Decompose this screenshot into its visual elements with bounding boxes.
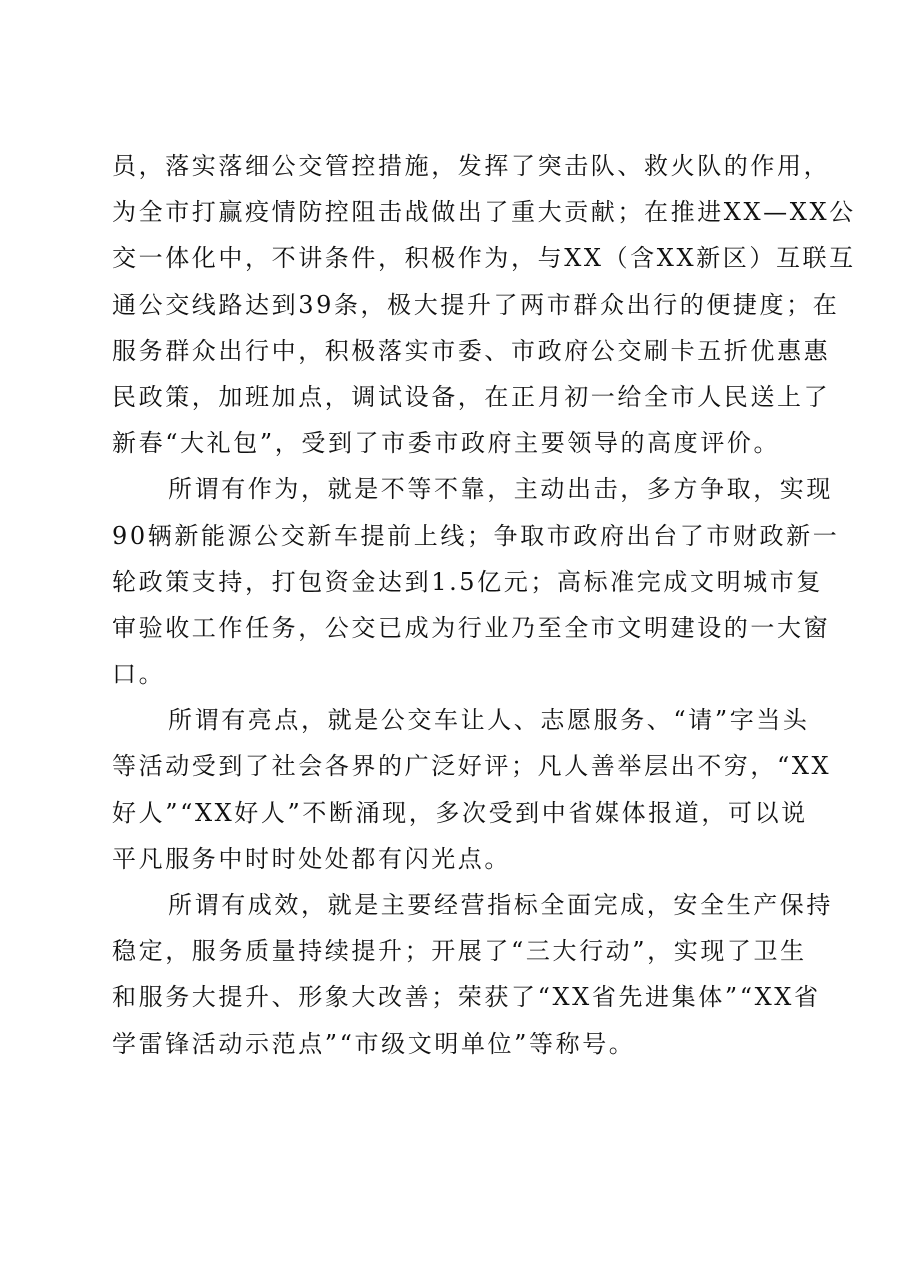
text-line: 好人”“XX好人”不断涌现，多次受到中省媒体报道，可以说	[112, 798, 808, 827]
text-line: 等活动受到了社会各界的广泛好评；凡人善举层出不穷，“XX	[112, 752, 832, 781]
document-body	[112, 143, 856, 1067]
paragraph-first-line: 所谓有成效，就是主要经营指标全面完成，安全生产保持	[168, 891, 833, 919]
text-line: 为全市打赢疫情防控阻击战做出了重大贡献；在推进XX—XX公	[112, 198, 856, 227]
text-line: 服务群众出行中，积极落实市委、市政府公交刷卡五折优惠惠	[112, 336, 831, 365]
text-line: 平凡服务中时时处处都有闪光点。	[112, 844, 511, 873]
text-line: 90辆新能源公交新车提前上线；争取市政府出台了市财政新一	[112, 521, 840, 550]
text-line: 稳定，服务质量持续提升；开展了“三大行动”，实现了卫生	[112, 937, 807, 966]
text-line: 学雷锋活动示范点”“市级文明单位”等称号。	[112, 1029, 636, 1058]
text-line: 员，落实落细公交管控措施，发挥了突击队、救火队的作用，	[112, 152, 831, 180]
text-line: 通公交线路达到39条，极大提升了两市群众出行的便捷度；在	[112, 290, 840, 319]
text-line: 轮政策支持，打包资金达到1.5亿元；高标准完成文明城市复	[112, 567, 823, 596]
text-line: 民政策，加班加点，调试设备，在正月初一给全市人民送上了	[112, 382, 831, 411]
text-line: 新春“大礼包”，受到了市委市政府主要领导的高度评价。	[112, 429, 781, 458]
text-line: 口。	[112, 660, 166, 689]
text-line: 交一体化中，不讲条件，积极作为，与XX（含XX新区）互联互	[112, 244, 856, 273]
paragraph-first-line: 所谓有作为，就是不等不靠，主动出击，多方争取，实现	[168, 475, 833, 504]
paragraph-first-line: 所谓有亮点，就是公交车让人、志愿服务、“请”字当头	[168, 706, 810, 735]
text-line: 和服务大提升、形象大改善；荣获了“XX省先进集体”“XX省	[112, 983, 821, 1012]
text-line: 审验收工作任务，公交已成为行业乃至全市文明建设的一大窗	[112, 613, 831, 642]
